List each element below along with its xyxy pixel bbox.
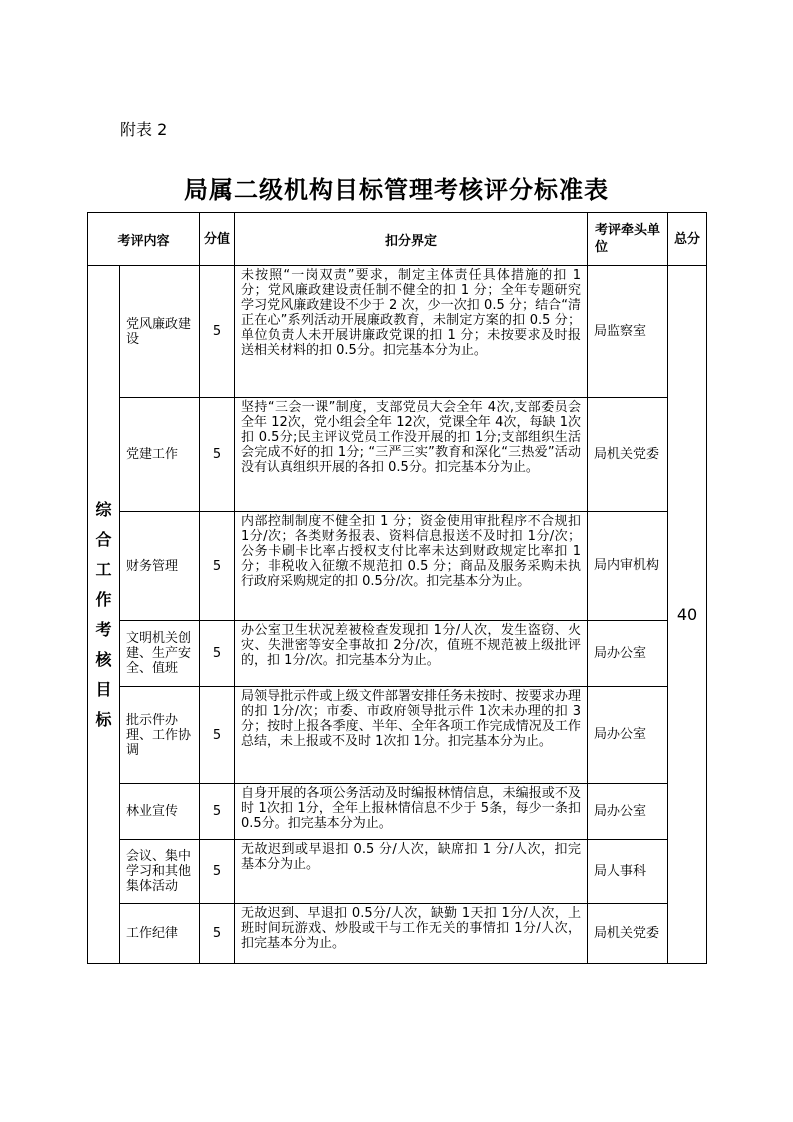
category-char: 目	[95, 679, 112, 699]
document-title: 局属二级机构目标管理考核评分标准表	[184, 175, 609, 204]
table-row	[88, 512, 707, 621]
item-lead-dept: 局人事科	[588, 840, 668, 904]
item-name: 文明机关创建、生产安全、值班	[120, 621, 200, 687]
table-row	[88, 687, 707, 784]
table-row	[88, 398, 707, 512]
category-char: 合	[95, 529, 112, 549]
table-row	[88, 904, 707, 964]
table-row	[88, 621, 707, 687]
item-criteria: 坚持“三会一课”制度，支部党员大会全年 4次,支部委员会全年 12次，党小组会全年 12次，党课全年 4次，每缺 1次扣 0.5分;民主评议党员工作没开展的扣 1分;支部组织生活会完成不好的扣 1分; “三严三实”教育和深化“三热爱”活动没有认真组织开展的各扣 0.5分。扣完基本分为止。	[235, 398, 588, 512]
item-score: 5	[200, 266, 235, 398]
item-score: 5	[200, 512, 235, 621]
header-lead-dept: 考评牵头单位	[588, 213, 668, 266]
item-criteria: 未按照“一岗双责”要求，制定主体责任具体措施的扣 1 分；党风廉政建设责任制不健全的扣 1 分；全年专题研究学习党风廉政建设不少于 2 次，少一次扣 0.5 分；结合“清正在心”系列活动开展廉政教育，未制定方案的扣 0.5 分；单位负责人未开展讲廉政党课的扣 1 分；未按要求及时报送相关材料的扣 0.5分。扣完基本分为止。	[235, 266, 588, 398]
item-lead-dept: 局机关党委	[588, 398, 668, 512]
item-lead-dept: 局内审机构	[588, 512, 668, 621]
item-name: 林业宣传	[120, 784, 200, 840]
item-score: 5	[200, 687, 235, 784]
item-name: 会议、集中学习和其他集体活动	[120, 840, 200, 904]
category-cell	[88, 266, 120, 964]
scoring-table	[87, 212, 707, 964]
header-total: 总分	[668, 213, 707, 266]
category-char: 核	[95, 649, 112, 669]
header-criteria: 扣分界定	[235, 213, 588, 266]
category-char: 综	[95, 499, 112, 519]
item-lead-dept: 局办公室	[588, 621, 668, 687]
item-score: 5	[200, 398, 235, 512]
item-name: 财务管理	[120, 512, 200, 621]
total-score: 40	[668, 266, 707, 964]
item-criteria: 办公室卫生状况差被检查发现扣 1分/人次，发生盗窃、火灾、失泄密等安全事故扣 2分/次，值班不规范被上级批评的，扣 1分/次。扣完基本分为止。	[235, 621, 588, 687]
item-criteria: 无故迟到、早退扣 0.5分/人次，缺勤 1天扣 1分/人次，上班时间玩游戏、炒股或干与工作无关的事情扣 1分/人次，扣完基本分为止。	[235, 904, 588, 964]
item-criteria: 局领导批示件或上级文件部署安排任务未按时、按要求办理的扣 1分/次；市委、市政府领导批示件 1次未办理的扣 3分；按时上报各季度、半年、全年各项工作完成情况及工作总结，未上报或不及时 1次扣 1分。扣完基本分为止。	[235, 687, 588, 784]
item-score: 5	[200, 784, 235, 840]
item-criteria: 无故迟到或早退扣 0.5 分/人次，缺席扣 1 分/人次，扣完基本分为止。	[235, 840, 588, 904]
item-criteria: 内部控制制度不健全扣 1 分；资金使用审批程序不合规扣 1分/次；各类财务报表、资料信息报送不及时扣 1分/次；公务卡刷卡比率占授权支付比率未达到财政规定比率扣 1分；非税收入征缴不规范扣 0.5 分；商品及服务采购未执行政府采购规定的扣 0.5分/次。扣完基本分为止。	[235, 512, 588, 621]
table-row	[88, 840, 707, 904]
item-name: 党风廉政建设	[120, 266, 200, 398]
item-lead-dept: 局办公室	[588, 687, 668, 784]
header-row	[88, 213, 707, 266]
item-score: 5	[200, 904, 235, 964]
table-row	[88, 784, 707, 840]
item-lead-dept: 局机关党委	[588, 904, 668, 964]
item-criteria: 自身开展的各项公务活动及时编报林情信息，未编报或不及时 1次扣 1分，全年上报林情信息不少于 5条，每少一条扣 0.5分。扣完基本分为止。	[235, 784, 588, 840]
header-item: 考评内容	[88, 213, 200, 266]
item-lead-dept: 局办公室	[588, 784, 668, 840]
table-row	[88, 266, 707, 398]
item-lead-dept: 局监察室	[588, 266, 668, 398]
category-char: 作	[95, 589, 112, 609]
item-score: 5	[200, 840, 235, 904]
category-char: 工	[95, 559, 112, 579]
appendix-label: 附表 2	[120, 120, 168, 139]
item-score: 5	[200, 621, 235, 687]
item-name: 党建工作	[120, 398, 200, 512]
header-score: 分值	[200, 213, 235, 266]
item-name: 工作纪律	[120, 904, 200, 964]
category-char: 考	[95, 619, 112, 639]
item-name: 批示件办理、工作协调	[120, 687, 200, 784]
category-char: 标	[95, 709, 112, 729]
